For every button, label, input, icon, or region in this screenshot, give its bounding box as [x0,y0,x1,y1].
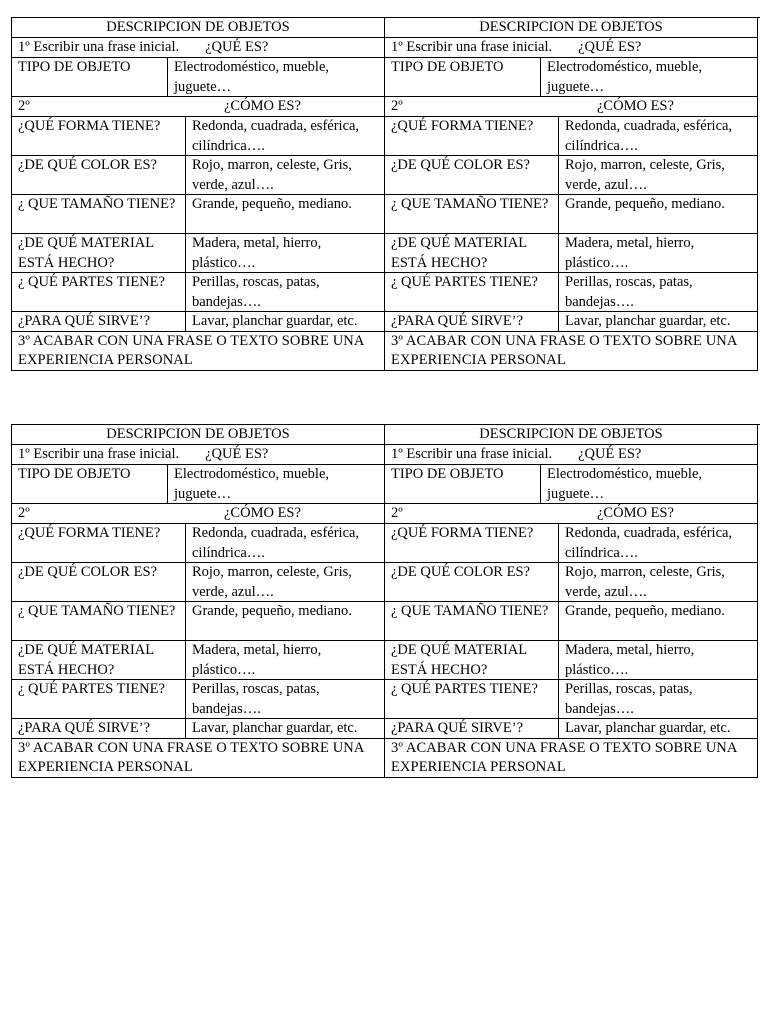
step3-row [385,739,758,778]
worksheet-table-bottom [11,424,760,778]
property-answer: Redonda, cuadrada, esférica, cilíndrica…. [558,524,757,562]
tipo-label: TIPO DE OBJETO [391,59,504,75]
property-question: ¿ QUE TAMAÑO TIENE? [18,196,176,212]
property-question: ¿ QUE TAMAÑO TIENE? [391,603,549,619]
property-answer: Grande, pequeño, mediano. [185,195,384,233]
property-answer: Grande, pequeño, mediano. [558,602,757,640]
property-row [12,234,385,273]
property-question: ¿PARA QUÉ SIRVE’? [391,720,524,736]
property-row [12,602,385,641]
step2-number: 2º [18,505,30,521]
step2-question: ¿CÓMO ES? [224,98,301,114]
property-question: ¿QUÉ FORMA TIENE? [391,525,534,541]
step1-text: 1º Escribir una frase inicial. [18,39,180,55]
card-title-row [385,18,758,38]
step2-row [12,97,385,117]
step1-row [385,38,758,58]
tipo-value: Electrodoméstico, mueble, juguete… [167,465,384,503]
step2-row [385,504,758,524]
step2-number: 2º [18,98,30,114]
step2-question: ¿CÓMO ES? [224,505,301,521]
property-question: ¿DE QUÉ MATERIAL ESTÁ HECHO? [391,235,527,271]
card-title: DESCRIPCION DE OBJETOS [106,19,290,35]
property-question: ¿PARA QUÉ SIRVE’? [18,720,151,736]
property-row [385,680,758,719]
property-answer: Rojo, marron, celeste, Gris, verde, azul…. [185,563,384,601]
step3-text: 3º ACABAR CON UNA FRASE O TEXTO SOBRE UNA EXPERIENCIA PERSONAL [391,740,737,775]
step2-number: 2º [391,505,403,521]
worksheet-table-top [11,17,760,371]
property-answer: Redonda, cuadrada, esférica, cilíndrica…. [185,117,384,155]
property-row [12,524,385,563]
step2-number: 2º [391,98,403,114]
property-row [385,563,758,602]
property-answer: Grande, pequeño, mediano. [558,195,757,233]
property-row [385,117,758,156]
property-answer: Rojo, marron, celeste, Gris, verde, azul…. [185,156,384,194]
property-question: ¿DE QUÉ MATERIAL ESTÁ HECHO? [18,235,154,271]
property-question: ¿ QUÉ PARTES TIENE? [391,274,538,290]
card-title-row [385,425,758,445]
property-answer: Grande, pequeño, mediano. [185,602,384,640]
property-question: ¿ QUE TAMAÑO TIENE? [391,196,549,212]
step1-text: 1º Escribir una frase inicial. [391,446,553,462]
card-slot [385,425,758,778]
property-row [385,195,758,234]
property-question: ¿ QUÉ PARTES TIENE? [391,681,538,697]
property-answer: Redonda, cuadrada, esférica, cilíndrica…. [558,117,757,155]
step1-row [12,38,385,58]
step3-text: 3º ACABAR CON UNA FRASE O TEXTO SOBRE UNA EXPERIENCIA PERSONAL [18,740,364,775]
card-title: DESCRIPCION DE OBJETOS [479,19,663,35]
tipo-label: TIPO DE OBJETO [391,466,504,482]
property-question: ¿PARA QUÉ SIRVE’? [18,313,151,329]
property-row [385,524,758,563]
property-row [385,719,758,739]
step1-text: 1º Escribir una frase inicial. [18,446,180,462]
property-answer: Lavar, planchar guardar, etc. [558,719,757,738]
property-row [12,117,385,156]
property-row [385,641,758,680]
property-question: ¿QUÉ FORMA TIENE? [18,118,161,134]
property-answer: Madera, metal, hierro, plástico…. [185,641,384,679]
property-question: ¿ QUE TAMAÑO TIENE? [18,603,176,619]
property-answer: Perillas, roscas, patas, bandejas…. [185,273,384,311]
description-card [385,18,758,371]
tipo-row [12,465,385,504]
description-card [12,425,385,778]
step2-question: ¿CÓMO ES? [597,98,674,114]
property-answer: Lavar, planchar guardar, etc. [558,312,757,331]
tipo-row [385,58,758,97]
property-answer: Madera, metal, hierro, plástico…. [558,641,757,679]
property-answer: Redonda, cuadrada, esférica, cilíndrica…. [185,524,384,562]
property-answer: Lavar, planchar guardar, etc. [185,312,384,331]
property-answer: Rojo, marron, celeste, Gris, verde, azul…. [558,156,757,194]
property-answer: Madera, metal, hierro, plástico…. [185,234,384,272]
step1-row [12,445,385,465]
card-slot [385,18,758,371]
property-row [385,234,758,273]
step1-question: ¿QUÉ ES? [578,446,642,462]
property-question: ¿ QUÉ PARTES TIENE? [18,681,165,697]
property-row [12,312,385,332]
step3-row [385,332,758,371]
property-question: ¿DE QUÉ COLOR ES? [18,157,157,173]
property-answer: Perillas, roscas, patas, bandejas…. [185,680,384,718]
property-row [12,273,385,312]
tipo-value: Electrodoméstico, mueble, juguete… [167,58,384,96]
tipo-label: TIPO DE OBJETO [18,59,131,75]
property-row [12,156,385,195]
tipo-value: Electrodoméstico, mueble, juguete… [540,465,757,503]
card-title: DESCRIPCION DE OBJETOS [479,426,663,442]
property-question: ¿DE QUÉ COLOR ES? [391,157,530,173]
property-row [12,641,385,680]
property-question: ¿DE QUÉ MATERIAL ESTÁ HECHO? [391,642,527,678]
card-title: DESCRIPCION DE OBJETOS [106,426,290,442]
step3-row [12,332,385,371]
step1-question: ¿QUÉ ES? [205,446,269,462]
property-row [385,156,758,195]
property-answer: Rojo, marron, celeste, Gris, verde, azul…. [558,563,757,601]
step1-question: ¿QUÉ ES? [578,39,642,55]
step3-text: 3º ACABAR CON UNA FRASE O TEXTO SOBRE UNA EXPERIENCIA PERSONAL [391,333,737,368]
step2-row [385,97,758,117]
step1-text: 1º Escribir una frase inicial. [391,39,553,55]
property-answer: Perillas, roscas, patas, bandejas…. [558,273,757,311]
card-title-row [12,425,385,445]
tipo-row [12,58,385,97]
property-row [385,273,758,312]
property-row [385,312,758,332]
tipo-value: Electrodoméstico, mueble, juguete… [540,58,757,96]
property-question: ¿PARA QUÉ SIRVE’? [391,313,524,329]
property-row [12,563,385,602]
property-answer: Lavar, planchar guardar, etc. [185,719,384,738]
property-answer: Perillas, roscas, patas, bandejas…. [558,680,757,718]
property-row [12,680,385,719]
tipo-label: TIPO DE OBJETO [18,466,131,482]
property-question: ¿ QUÉ PARTES TIENE? [18,274,165,290]
property-answer: Madera, metal, hierro, plástico…. [558,234,757,272]
description-card [385,425,758,778]
card-slot [12,18,385,371]
step3-row [12,739,385,778]
description-card [12,18,385,371]
step1-row [385,445,758,465]
tipo-row [385,465,758,504]
step2-row [12,504,385,524]
property-row [12,719,385,739]
step3-text: 3º ACABAR CON UNA FRASE O TEXTO SOBRE UNA EXPERIENCIA PERSONAL [18,333,364,368]
card-slot [12,425,385,778]
property-question: ¿DE QUÉ COLOR ES? [18,564,157,580]
property-row [385,602,758,641]
card-title-row [12,18,385,38]
step1-question: ¿QUÉ ES? [205,39,269,55]
step2-question: ¿CÓMO ES? [597,505,674,521]
property-question: ¿DE QUÉ COLOR ES? [391,564,530,580]
property-question: ¿QUÉ FORMA TIENE? [391,118,534,134]
property-question: ¿QUÉ FORMA TIENE? [18,525,161,541]
property-question: ¿DE QUÉ MATERIAL ESTÁ HECHO? [18,642,154,678]
property-row [12,195,385,234]
